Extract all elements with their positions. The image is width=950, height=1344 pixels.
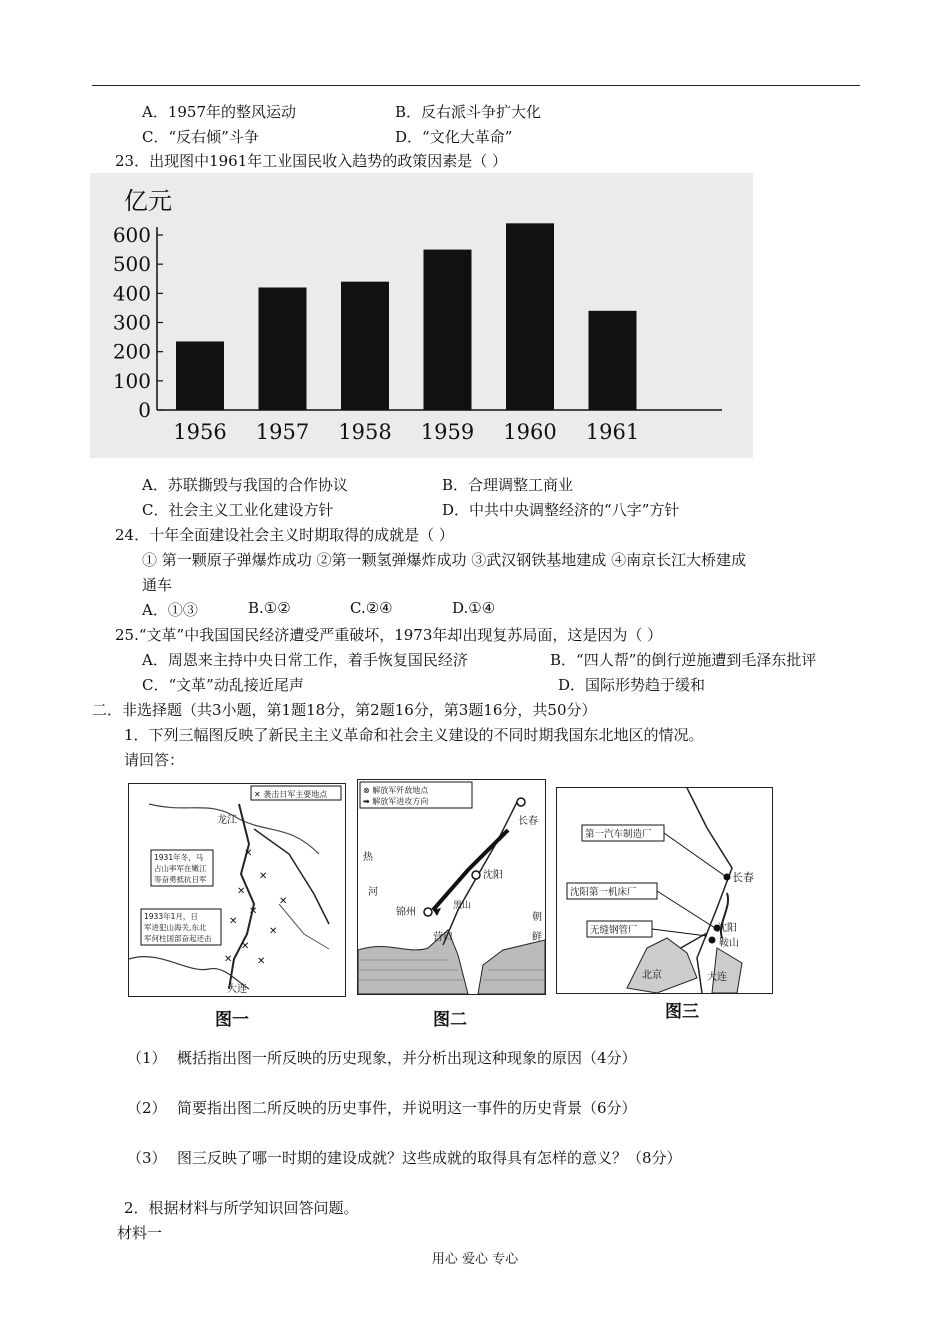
section2-q1-line1: 1．下列三幅图反映了新民主主义革命和社会主义建设的不同时期我国东北地区的情况。 [124, 726, 704, 744]
map3-place-dalian: 大连 [707, 972, 727, 983]
svg-text:✕: ✕ [269, 926, 278, 937]
subq1-number: （1） [127, 1049, 167, 1067]
section2-title: 二．非选择题（共3小题，第1题18分，第2题16分，第3题16分，共50分） [92, 701, 597, 719]
q23-option-d: D．中共中央调整经济的“八字”方针 [442, 501, 680, 519]
page-footer: 用心 爱心 专心 [431, 1252, 519, 1267]
map1-note2-line2: 军进犯山海关,东北 [144, 923, 207, 932]
map1-note1-line1: 1931年冬，马 [154, 853, 204, 862]
header-rule [92, 85, 860, 86]
chart-x-tick-label: 1957 [255, 420, 310, 444]
subq2-number: （2） [127, 1099, 167, 1117]
q24-option-d: D.①④ [452, 599, 496, 617]
q24-option-c: C.②④ [350, 599, 393, 617]
chart-x-tick-label: 1958 [338, 420, 392, 444]
q23-option-a: A．苏联撕毁与我国的合作协议 [142, 476, 348, 494]
q23-option-c: C．社会主义工业化建设方针 [142, 501, 334, 519]
chart-bar-1959 [424, 250, 472, 410]
chart-bar-1960 [506, 223, 554, 410]
map2-place-changchun: 长春 [518, 816, 538, 827]
map2-place-xian: 鲜 [532, 932, 542, 943]
q22-option-c: C．“反右倾”斗争 [142, 128, 259, 146]
map2-place-heishan: 黑山 [453, 901, 472, 911]
q24-stem: 24．十年全面建设社会主义时期取得的成就是（ ） [115, 526, 454, 544]
chart-bar-1956 [176, 341, 224, 410]
map1-note1-line2: 占山率军在嫩江 [154, 864, 207, 873]
map3-factory-3: 无缝钢管厂 [590, 925, 638, 936]
svg-text:✕: ✕ [241, 941, 250, 952]
chart-x-tick-label: 1956 [173, 420, 227, 444]
chart-y-tick-label: 600 [112, 223, 151, 247]
chart-x-tick-label: 1959 [420, 420, 475, 444]
chart-y-tick-label: 200 [112, 339, 151, 364]
map2-place-chao: 朝 [532, 912, 542, 923]
chart-bar-1958 [341, 282, 389, 410]
map3-caption: 图三 [665, 1002, 699, 1022]
chart-y-tick-label: 300 [112, 310, 151, 335]
subq2-text: 简要指出图二所反映的历史事件，并说明这一事件的历史背景（6分） [177, 1099, 637, 1117]
chart-y-tick-label: 500 [112, 252, 151, 277]
q25-option-c: C．“文革”动乱接近尾声 [142, 676, 304, 694]
subq3-number: （3） [127, 1149, 167, 1167]
map1-note1-line3: 等奋勇抵抗日军 [154, 875, 207, 884]
q24-option-b: B.①② [248, 599, 291, 617]
map1-note2-line1: 1933年1月，日 [144, 912, 198, 921]
q25-option-a: A．周恩来主持中央日常工作，着手恢复国民经济 [142, 651, 468, 669]
q24-option-a: A．①③ [142, 601, 198, 619]
map2-legend-1: ⊗ 解放军歼敌地点 [363, 786, 429, 795]
map2-place-jinzhou: 锦州 [396, 907, 416, 918]
map3-place-shenyang: 沈阳 [717, 923, 737, 934]
chart-bar-1957 [259, 288, 307, 411]
q22-option-a: A．1957年的整风运动 [142, 103, 297, 121]
q24-items-line2: 通车 [142, 576, 173, 594]
chart-y-tick-label: 0 [138, 398, 151, 422]
map2-place-yingkou: 营口 [433, 932, 453, 943]
map3-place-changchun: 长春 [732, 871, 754, 884]
svg-text:✕: ✕ [279, 896, 288, 907]
subq1-text: 概括指出图一所反映的历史现象，并分析出现这种现象的原因（4分） [177, 1049, 637, 1067]
chart-y-axis-label: 亿元 [124, 187, 172, 215]
map1-caption: 图一 [215, 1010, 249, 1030]
income-chart-svg [90, 173, 753, 458]
q22-option-d: D．“文化大革命” [395, 128, 513, 146]
svg-text:✕: ✕ [249, 906, 258, 917]
q24-items-line1: ① 第一颗原子弹爆炸成功 ②第一颗氢弹爆炸成功 ③武汉钢铁基地建成 ④南京长江大桥建成 [142, 551, 747, 569]
svg-text:✕: ✕ [244, 848, 253, 859]
section2-q1-line2: 请回答： [124, 751, 185, 769]
map1-place-dalian: 大连 [227, 984, 247, 995]
q23-stem: 23．出现图中1961年工业国民收入趋势的政策因素是（ ） [115, 152, 508, 170]
map3-factory-1: 第一汽车制造厂 [585, 829, 652, 840]
q2-material-label: 材料一 [117, 1224, 163, 1242]
map3-factory-2: 沈阳第一机床厂 [570, 887, 637, 898]
subq3-text: 图三反映了哪一时期的建设成就？这些成就的取得具有怎样的意义？（8分） [177, 1149, 682, 1167]
chart-x-tick-label: 1961 [585, 420, 640, 444]
map2-legend-2: ➡ 解放军进攻方向 [363, 797, 429, 806]
chart-y-tick-label: 400 [112, 281, 151, 306]
income-bar-chart [90, 173, 753, 458]
svg-text:✕: ✕ [237, 886, 246, 897]
map2-place-he: 河 [368, 887, 378, 898]
map3-place-anshan: 鞍山 [719, 938, 739, 949]
map2-caption: 图二 [433, 1010, 467, 1030]
svg-text:✕: ✕ [259, 871, 268, 882]
map-1 [128, 783, 346, 997]
q22-option-b: B．反右派斗争扩大化 [395, 103, 542, 121]
map3-place-beijing: 北京 [642, 970, 662, 981]
q23-option-b: B．合理调整工商业 [442, 476, 574, 494]
q25-option-b: B．“四人帮”的倒行逆施遭到毛泽东批评 [550, 651, 817, 669]
map2-place-re: 热 [363, 852, 373, 863]
map1-legend: ✕ 袭击日军主要地点 [254, 790, 328, 799]
q25-stem: 25.“文革”中我国国民经济遭受严重破坏，1973年却出现复苏局面，这是因为（ ） [115, 626, 663, 644]
map1-place-longjiang: 龙江 [217, 815, 237, 826]
svg-text:✕: ✕ [224, 954, 233, 965]
q25-option-d: D．国际形势趋于缓和 [558, 676, 706, 694]
q2-stem: 2．根据材料与所学知识回答问题。 [124, 1199, 359, 1217]
map2-place-shenyang: 沈阳 [483, 870, 503, 881]
map-2 [357, 779, 546, 995]
chart-x-tick-label: 1960 [503, 420, 557, 444]
svg-text:✕: ✕ [257, 956, 266, 967]
chart-bar-1961 [589, 311, 637, 410]
chart-y-tick-label: 100 [112, 368, 151, 393]
map1-note2-line3: 军何柱国部奋起还击 [144, 934, 212, 943]
svg-text:✕: ✕ [229, 916, 238, 927]
map-3 [556, 787, 773, 994]
